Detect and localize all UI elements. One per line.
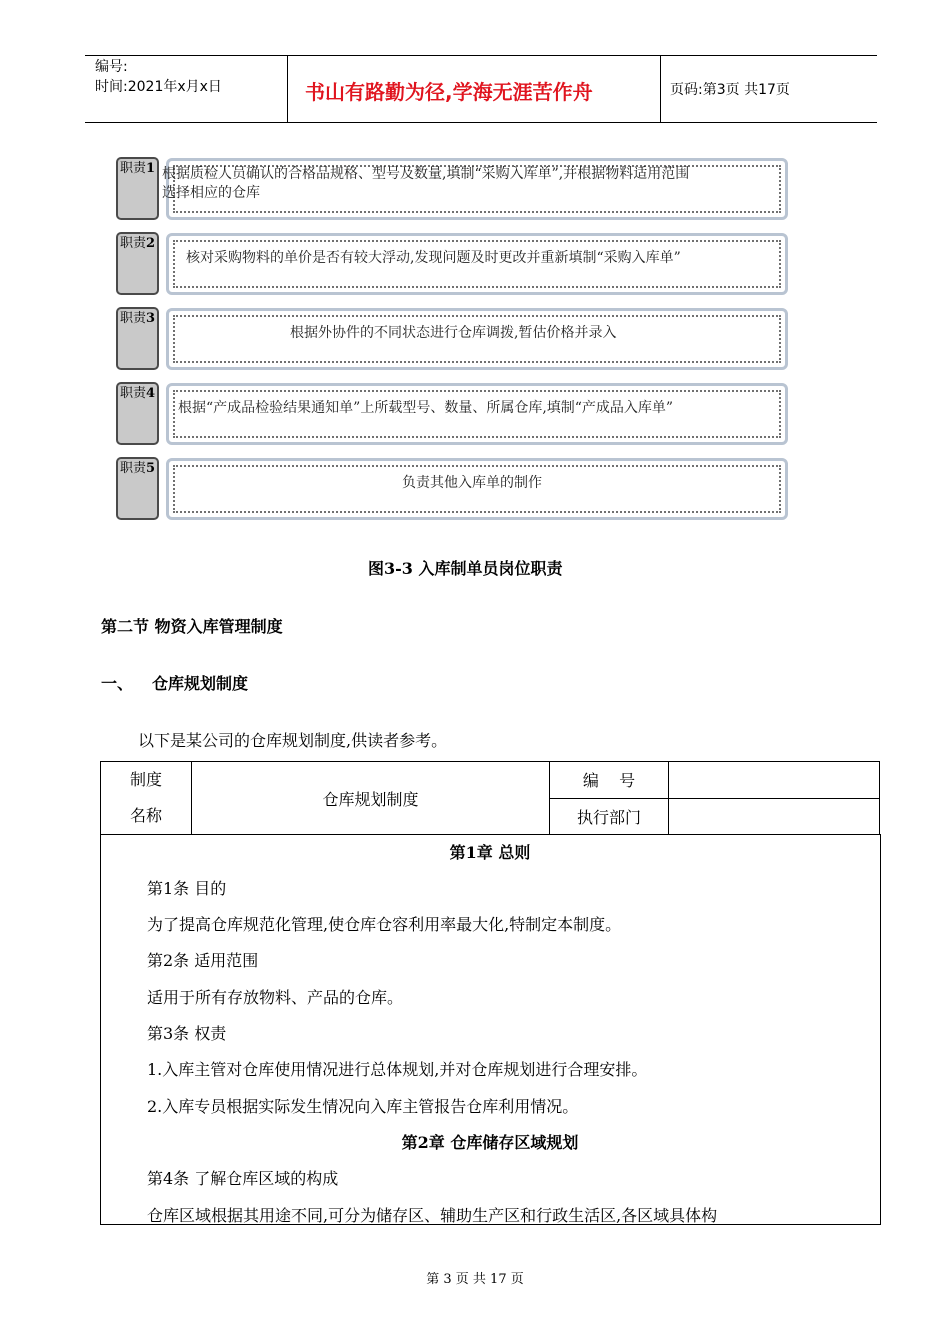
name-value-cell: 仓库规划制度	[192, 762, 550, 835]
duty-text-5: 负责其他入库单的制作	[402, 475, 542, 491]
dept-label-cell: 执行部门	[550, 798, 669, 835]
duty-tab-2	[116, 232, 159, 295]
duty-tab-number: 5	[146, 461, 156, 476]
duty-tab-3	[116, 307, 159, 370]
duty-tab-5	[116, 457, 159, 520]
article-4-title: 第4条 了解仓库区域的构成	[147, 1169, 339, 1188]
header-page-label: 页码:第3页 共17页	[670, 82, 790, 98]
header-time-label: 时间:2021年x月x日	[95, 79, 222, 95]
subsection-title: 仓库规划制度	[152, 674, 249, 693]
duty-tab-label: 职责	[120, 311, 147, 326]
name-label-2: 名称	[129, 806, 162, 825]
regulation-header-table	[100, 761, 880, 835]
duty-tab-label: 职责	[120, 161, 147, 176]
duty-tab-label: 职责	[120, 461, 147, 476]
header-top-rule	[85, 55, 877, 56]
intro-text: 以下是某公司的仓库规划制度,供读者参考。	[138, 731, 448, 750]
duty-text-1a: 根据质检人员确认的合格品规格、型号及数量,填制“采购入库单”,并根据物料适用范围	[162, 166, 690, 182]
duty-tab-number: 1	[146, 161, 156, 176]
header-divider-right	[660, 55, 661, 123]
article-1-title: 第1条 目的	[147, 879, 227, 898]
article-3-item-2: 2.入库专员根据实际发生情况向入库主管报告仓库利用情况。	[147, 1097, 579, 1116]
duty-tab-number: 4	[146, 386, 156, 401]
duty-tab-1	[116, 157, 159, 220]
page-footer: 第 3 页 共 17 页	[426, 1272, 524, 1287]
duty-text-2: 核对采购物料的单价是否有较大浮动,发现问题及时更改并重新填制“采购入库单”	[186, 250, 681, 266]
header-motto: 书山有路勤为径,学海无涯苦作舟	[305, 80, 593, 104]
header-number-label: 编号:	[95, 59, 128, 75]
duty-tab-4	[116, 382, 159, 445]
header-divider-left	[287, 55, 288, 123]
duty-text-4: 根据“产成品检验结果通知单”上所载型号、数量、所属仓库,填制“产成品入库单”	[178, 400, 674, 416]
duty-tab-label: 职责	[120, 386, 147, 401]
dept-value-cell	[669, 798, 880, 835]
duty-tab-label: 职责	[120, 236, 147, 251]
article-2-text: 适用于所有存放物料、产品的仓库。	[147, 988, 404, 1007]
figure-caption: 图3-3 入库制单员岗位职责	[368, 559, 563, 578]
number-label-cell: 编 号	[550, 762, 669, 799]
name-label-cell	[101, 762, 192, 835]
chapter-2-title: 第2章 仓库储存区域规划	[401, 1133, 579, 1152]
header-bottom-rule	[85, 122, 877, 123]
duty-tab-number: 2	[146, 236, 156, 251]
duty-tab-number: 3	[146, 311, 156, 326]
article-4-text: 仓库区域根据其用途不同,可分为储存区、辅助生产区和行政生活区,各区域具体构	[147, 1206, 718, 1225]
chapter-1-title: 第1章 总则	[449, 843, 531, 862]
duty-text-1b: 选择相应的仓库	[162, 185, 260, 201]
section-title: 第二节 物资入库管理制度	[101, 617, 283, 636]
article-1-text: 为了提高仓库规范化管理,使仓库仓容利用率最大化,特制定本制度。	[147, 915, 622, 934]
number-value-cell	[669, 762, 880, 799]
article-2-title: 第2条 适用范围	[147, 951, 259, 970]
duty-text-3: 根据外协件的不同状态进行仓库调拨,暂估价格并录入	[290, 325, 617, 341]
subsection-number: 一、	[101, 674, 134, 693]
name-label-1: 制度	[129, 770, 162, 789]
article-3-item-1: 1.入库主管对仓库使用情况进行总体规划,并对仓库规划进行合理安排。	[147, 1060, 648, 1079]
article-3-title: 第3条 权责	[147, 1024, 227, 1043]
